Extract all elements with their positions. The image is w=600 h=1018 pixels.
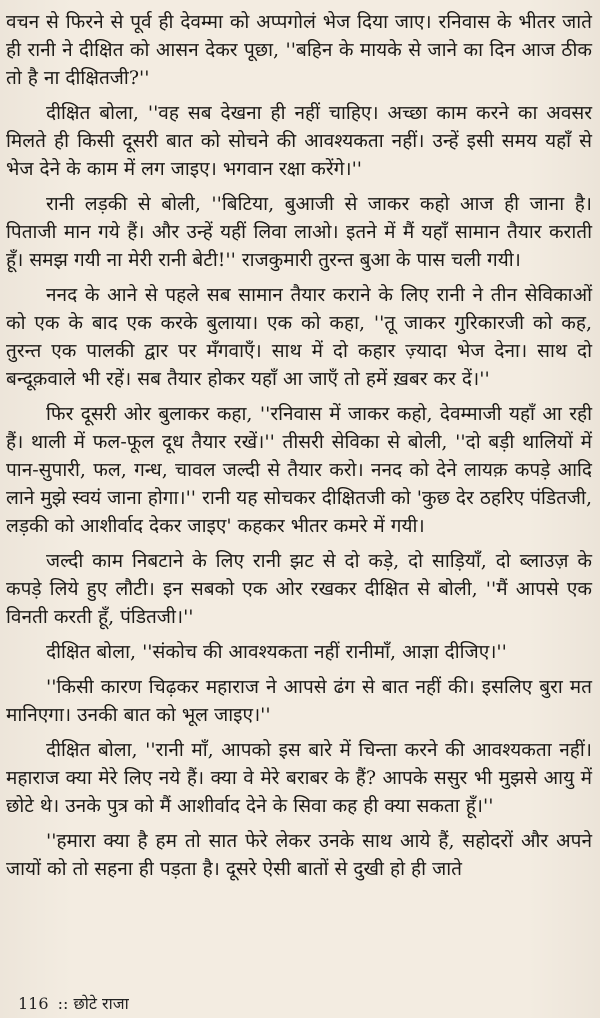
- paragraph-2: दीक्षित बोला, ''वह सब देखना ही नहीं चाहिए। अच्छा काम करने का अवसर मिलते ही किसी दूसरी बात को सोचने की आवश्यकता नहीं। उन्हें इसी समय यहाँ से भेज देने के काम में लग जाइए। भगवान रक्षा करेंगे।'': [6, 102, 592, 180]
- paragraph-3: रानी लड़की से बोली, ''बिटिया, बुआजी से जाकर कहो आज ही जाना है। पिताजी मान गये हैं। और उन्हें यहीं लिवा लाओ। इतने में मैं यहाँ सामान तैयार कराती हूँ। समझ गयी ना मेरी रानी बेटी!'' राजकुमारी तुरन्त बुआ के पास चली गयी।: [6, 193, 592, 271]
- paragraph-4: ननद के आने से पहले सब सामान तैयार कराने के लिए रानी ने तीन सेविकाओं को एक के बाद एक करके बुलाया। एक को कहा, ''तू जाकर गुरिकारजी को कह, तुरन्त एक पालकी द्वार पर मँगवाएँ। साथ में दो कहार ज़्यादा भेज देना। साथ दो बन्दूक़वाले भी रहें। सब तैयार होकर यहाँ आ जाएँ तो हमें ख़बर कर दें।'': [6, 284, 592, 390]
- page-footer: [18, 994, 129, 1014]
- footer-separator: ::: [57, 994, 69, 1013]
- paragraph-9: दीक्षित बोला, ''रानी माँ, आपको इस बारे में चिन्ता करने की आवश्यकता नहीं। महाराज क्या मेरे लिए नये हैं। क्या वे मेरे बराबर के हैं? आपके ससुर भी मुझसे आयु में छोटे थे। उनके पुत्र को मैं आशीर्वाद देने के सिवा कह ही क्या सकता हूँ।'': [6, 739, 592, 817]
- paragraph-1: वचन से फिरने से पूर्व ही देवम्मा को अप्पगोलं भेज दिया जाए। रनिवास के भीतर जाते ही रानी ने दीक्षित को आसन देकर पूछा, ''बहिन के मायके से जाने का दिन आज ठीक तो है ना दीक्षितजी?'': [6, 11, 592, 89]
- paragraph-10: ''हमारा क्या है हम तो सात फेरे लेकर उनके साथ आये हैं, सहोदरों और अपने जायों को तो सहना ही पड़ता है। दूसरे ऐसी बातों से दुखी हो ही जाते: [6, 830, 592, 880]
- paragraph-5: फिर दूसरी ओर बुलाकर कहा, ''रनिवास में जाकर कहो, देवम्माजी यहाँ आ रही हैं। थाली में फल-फूल दूध तैयार रखें।'' तीसरी सेविका से बोली, ''दो बड़ी थालियों में पान-सुपारी, फल, गन्ध, चावल जल्दी से तैयार करो। ननद को देने लायक़ कपड़े आदि लाने मुझे स्वयं जाना होगा।'' रानी यह सोचकर दीक्षितजी को 'कुछ देर ठहरिए पंडितजी, लड़की को आशीर्वाद देकर जाइए' कहकर भीतर कमरे में गयी।: [6, 403, 592, 537]
- book-title: छोटे राजा: [73, 994, 129, 1013]
- page-number: 116: [18, 994, 49, 1013]
- body-text: [6, 8, 592, 890]
- paragraph-8: ''किसी कारण चिढ़कर महाराज ने आपसे ढंग से बात नहीं की। इसलिए बुरा मत मानिएगा। उनकी बात को भूल जाइए।'': [6, 676, 592, 726]
- paragraph-6: जल्दी काम निबटाने के लिए रानी झट से दो कड़े, दो साड़ियाँ, दो ब्लाउज़ के कपड़े लिये हुए लौटी। इन सबको एक ओर रखकर दीक्षित से बोली, ''मैं आपसे एक विनती करती हूँ, पंडितजी।'': [6, 550, 592, 628]
- paragraph-7: दीक्षित बोला, ''संकोच की आवश्यकता नहीं रानीमाँ, आज्ञा दीजिए।'': [46, 641, 507, 663]
